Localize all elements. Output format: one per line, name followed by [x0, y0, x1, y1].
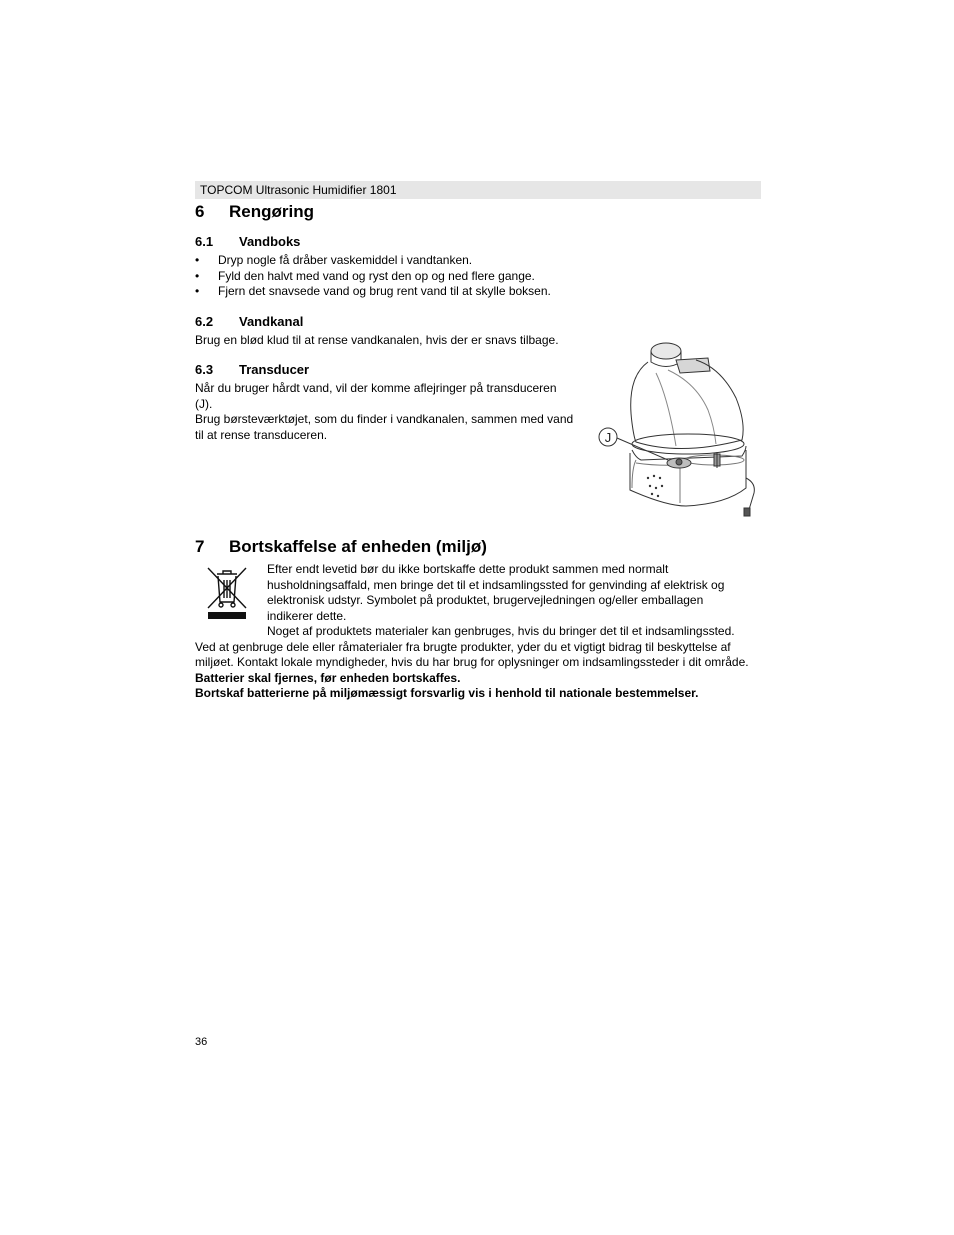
crossed-out-wheelie-bin-icon [206, 566, 248, 620]
disposal-line: indikerer dette. [267, 609, 347, 623]
battery-notice: Batterier skal fjernes, før enheden bortskaffes. [195, 671, 461, 685]
disposal-line: Noget af produktets materialer kan genbruges, hvis du bringer det til et indsamlingssted. [267, 624, 735, 638]
humidifier-illustration [596, 338, 766, 523]
callout-label: J [604, 430, 612, 445]
bullet-item: • Dryp nogle få dråber vaskemiddel i vandtanken. [195, 253, 473, 267]
section-6-3-title: Transducer [239, 362, 310, 377]
disposal-line: Ved at genbruge dele eller råmaterialer fra brugte produkter, yder du et vigtigt bidrag til beskyttelse af [195, 640, 731, 654]
section-6-2-text: Brug en blød klud til at rense vandkanalen, hvis der er snavs tilbage. [195, 333, 559, 347]
disposal-line: elektronisk udstyr. Symbolet på produktet, brugervejledningen og/eller emballagen [267, 593, 704, 607]
section-6-3-number: 6.3 [195, 362, 214, 377]
running-header [195, 181, 761, 199]
section-6-3-line: Når du bruger hårdt vand, vil der komme aflejringer på transduceren [195, 381, 557, 395]
section-6-heading [195, 202, 314, 222]
battery-notice: Bortskaf batterierne på miljømæssigt forsvarlig vis i henhold til nationale bestemmelser. [195, 686, 699, 700]
section-7-heading [195, 537, 487, 557]
section-6-1-number: 6.1 [195, 234, 214, 249]
section-6-1-title: Vandboks [239, 234, 301, 249]
bullet-text: Fjern det snavsede vand og brug rent vand til at skylle boksen. [218, 284, 551, 298]
section-6-3-line: til at rense transduceren. [195, 428, 328, 442]
section-6-number: 6 [195, 202, 205, 221]
section-6-3-line: Brug børsteværktøjet, som du finder i vandkanalen, sammen med vand [195, 412, 574, 426]
disposal-line: Efter endt levetid bør du ikke bortskaffe dette produkt sammen med normalt [267, 562, 669, 576]
section-6-2-heading [195, 314, 303, 330]
section-6-title: Rengøring [229, 202, 314, 221]
section-6-2-number: 6.2 [195, 314, 214, 329]
bullet-text: Fyld den halvt med vand og ryst den op og ned flere gange. [218, 269, 535, 283]
header-title: TOPCOM Ultrasonic Humidifier 1801 [200, 183, 397, 197]
section-6-3-heading [195, 362, 309, 378]
section-7-number: 7 [195, 537, 205, 556]
section-6-1-heading [195, 234, 300, 250]
disposal-line: husholdningsaffald, men bringe det til et indsamlingssted for genvinding af elektrisk og [267, 578, 725, 592]
page-number: 36 [195, 1036, 208, 1048]
section-6-2-title: Vandkanal [239, 314, 304, 329]
section-7-title: Bortskaffelse af enheden (miljø) [229, 537, 487, 556]
disposal-line: miljøet. Kontakt lokale myndigheder, hvis du har brug for oplysninger om indsamlingssteder i dit område. [195, 655, 749, 669]
bullet-item: • Fjern det snavsede vand og brug rent vand til at skylle boksen. [195, 284, 551, 298]
section-6-3-line: (J). [195, 397, 213, 411]
bullet-item: • Fyld den halvt med vand og ryst den op og ned flere gange. [195, 269, 535, 283]
bullet-text: Dryp nogle få dråber vaskemiddel i vandtanken. [218, 253, 473, 267]
